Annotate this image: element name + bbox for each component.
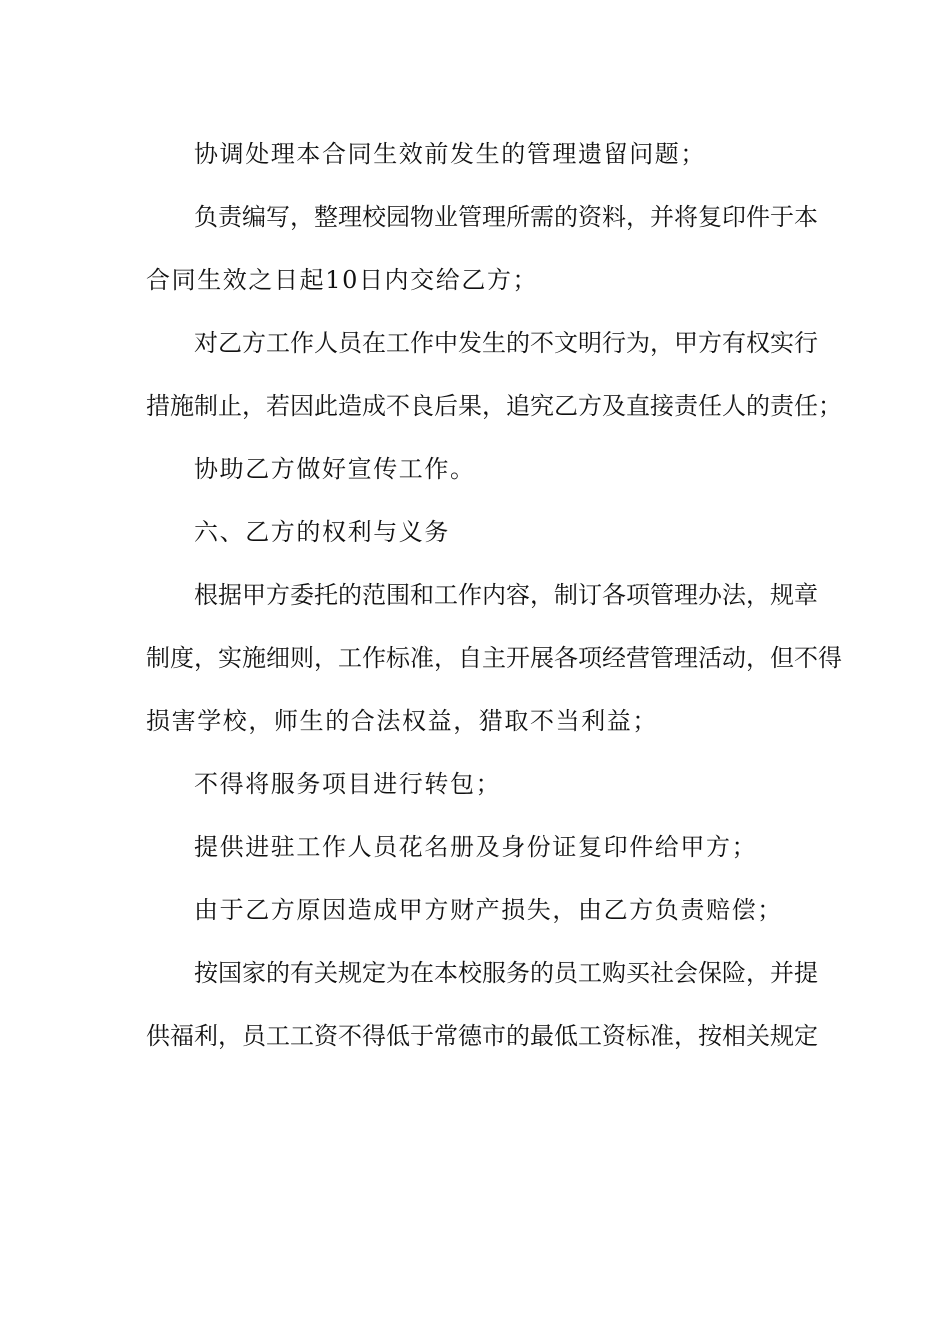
paragraph-line: 根据甲方委托的范围和工作内容，制订各项管理办法，规章 bbox=[194, 581, 818, 609]
paragraph-line: 协助乙方做好宣传工作。 bbox=[194, 455, 476, 483]
paragraph-line: 损害学校，师生的合法权益，猎取不当利益； bbox=[146, 707, 658, 735]
paragraph-line: 供福利，员工工资不得低于常德市的最低工资标准，按相关规定 bbox=[146, 1022, 818, 1050]
document-body bbox=[146, 130, 842, 1075]
paragraph-line: 合同生效之日起10日内交给乙方； bbox=[146, 266, 539, 294]
paragraph-line: 由于乙方原因造成甲方财产损失，由乙方负责赔偿； bbox=[194, 896, 783, 924]
paragraph-line: 按国家的有关规定为在本校服务的员工购买社会保险，并提 bbox=[194, 959, 818, 987]
paragraph-line: 制度，实施细则，工作标准，自主开展各项经营管理活动，但不得 bbox=[146, 644, 842, 672]
paragraph-line: 对乙方工作人员在工作中发生的不文明行为，甲方有权实行 bbox=[194, 329, 818, 357]
paragraph-line: 提供进驻工作人员花名册及身份证复印件给甲方； bbox=[194, 833, 758, 861]
paragraph-line: 不得将服务项目进行转包； bbox=[194, 770, 502, 798]
paragraph-line: 负责编写，整理校园物业管理所需的资料，并将复印件于本 bbox=[194, 203, 818, 231]
section-heading: 六、乙方的权利与义务 bbox=[194, 518, 450, 546]
paragraph-line: 措施制止，若因此造成不良后果，追究乙方及直接责任人的责任； bbox=[146, 392, 842, 420]
paragraph-line: 协调处理本合同生效前发生的管理遗留问题； bbox=[194, 140, 706, 168]
